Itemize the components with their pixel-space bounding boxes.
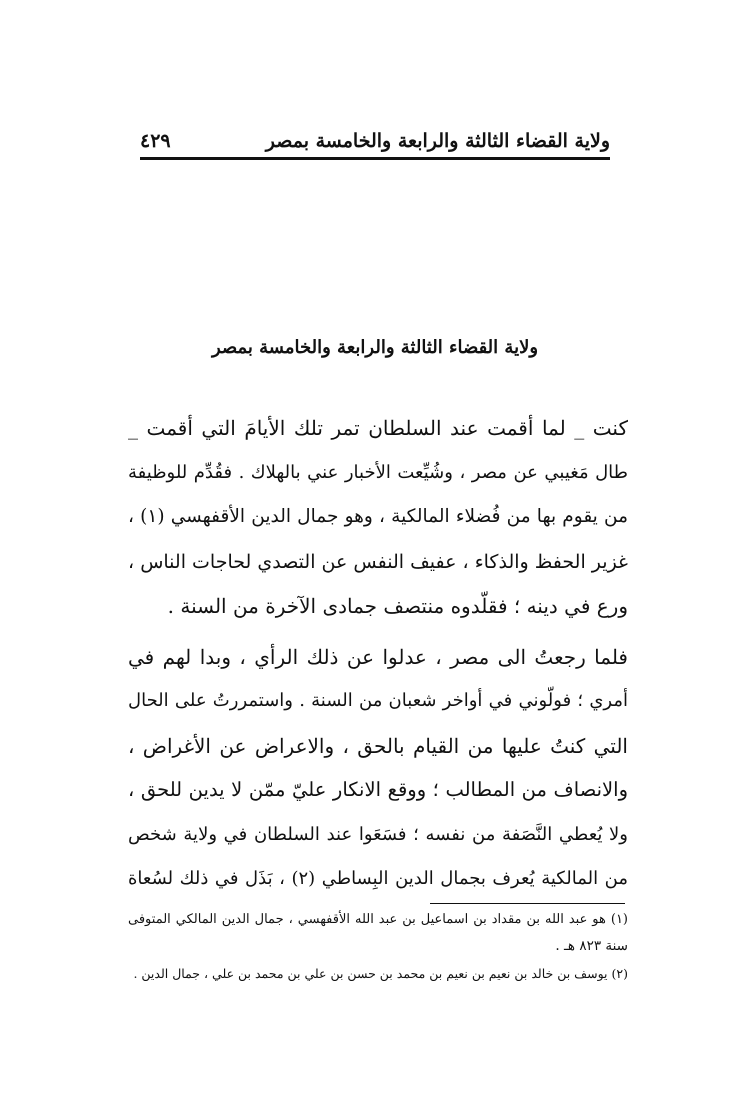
text-line: والانصاف من المطالب ؛ ووقع الانكار عليّ ممّن لا يدين للحق ، <box>128 778 628 801</box>
running-header <box>140 118 610 152</box>
footnote-line: سنة ٨٢٣ هـ . <box>555 938 628 954</box>
text-line: أمري ؛ فولّوني في أواخر شعبان من السنة . واستمررتُ على الحال <box>128 690 628 711</box>
text-line: غزير الحفظ والذكاء ، عفيف النفس عن التصدي لحاجات الناس ، <box>128 550 628 573</box>
text-line: كنت _ لما أقمت عند السلطان تمر تلك الأيامَ التي أقمت _ <box>128 416 628 440</box>
section-title: ولاية القضاء الثالثة والرابعة والخامسة بمصر <box>211 337 539 358</box>
text-line: ولا يُعطي النَّصَفة من نفسه ؛ فسَعَوا عند السلطان في ولاية شخص <box>128 823 628 845</box>
text-line: التي كنتُ عليها من القيام بالحق ، والاعراض عن الأغراض ، <box>128 733 628 758</box>
footnote-rule <box>430 903 625 904</box>
header-rule <box>140 157 610 160</box>
footnote-line: (٢) يوسف بن خالد بن نعيم بن نعيم بن محمد بن حسن بن علي بن محمد بن علي ، جمال الدين . <box>133 966 628 981</box>
running-title: ولاية القضاء الثالثة والرابعة والخامسة بمصر <box>265 130 610 152</box>
text-line: من يقوم بها من فُضلاء المالكية ، وهو جمال الدين الأقفهسي (١) ، <box>128 506 628 527</box>
text-line: ورع في دينه ؛ فقلّدوه منتصف جمادى الآخرة من السنة . <box>167 594 628 618</box>
text-line: من المالكية يُعرف بجمال الدين البِساطي (٢) ، بَذَل في ذلك لسُعاة <box>128 868 628 889</box>
body-text <box>128 406 628 902</box>
page-number: ٤٢٩ <box>140 130 171 152</box>
footnotes <box>128 906 628 987</box>
text-line: فلما رجعتُ الى مصر ، عدلوا عن ذلك الرأي ، وبدا لهم في <box>128 644 628 669</box>
text-line: طال مَغيبي عن مصر ، وشُيِّعت الأخبار عني بالهلاك . فقُدِّم للوظيفة <box>128 461 628 483</box>
footnote-line: (١) هو عبد الله بن مقداد بن اسماعيل بن عبد الله الأقفهسي ، جمال الدين المالكي المتوفى <box>128 912 628 927</box>
